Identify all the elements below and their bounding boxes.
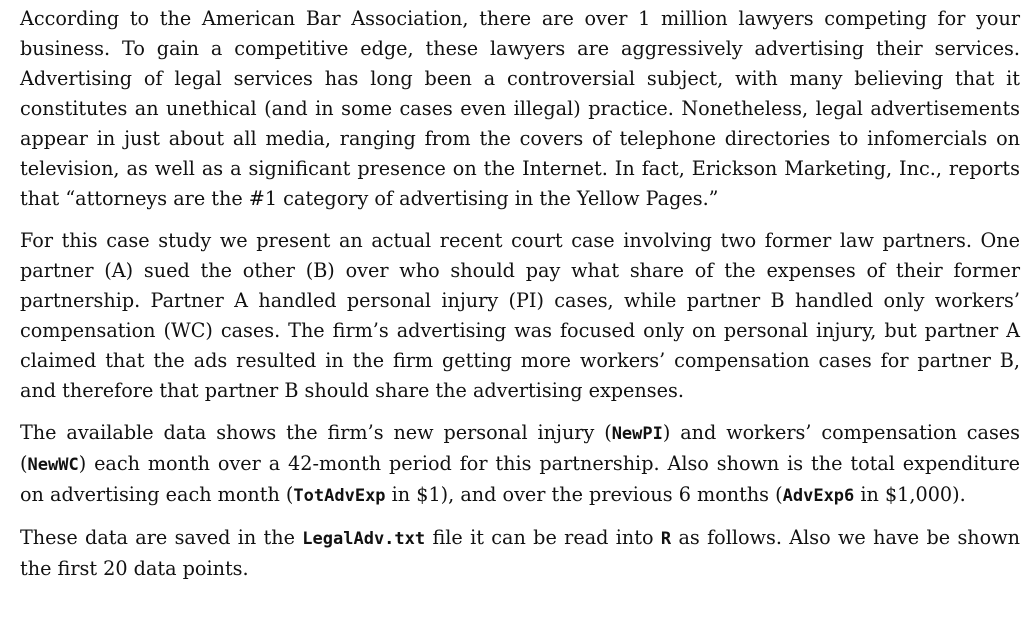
variable-newwc: NewWC	[27, 455, 79, 475]
filename-legaladv: LegalAdv.txt	[302, 529, 426, 549]
text-segment: According to the American Bar Association, there are over 1 million lawyers competing for your business. To gain a competitive edge, these lawyers are aggressively advertising their services. Advertising of legal services has long been a controversial subject, with many believing that it constitutes an unethical (and in some cases even illegal) practice. Nonetheless, legal advertisements appear in just about all media, ranging from the covers of telephone directories to infomercials on television, as well as a significant presence on the Internet. In fact, Erickson Marketing, Inc., reports that “attorneys are the #1 category of advertising in the Yellow Pages.”	[20, 7, 1020, 210]
paragraph-case-study	[20, 226, 1020, 406]
text-segment: as follows. Also we have be shown the first 20 data points.	[20, 526, 1020, 580]
text-segment: These data are saved in the	[20, 526, 303, 549]
variable-newpi: NewPI	[611, 424, 663, 444]
paragraph-data-file	[20, 523, 1020, 584]
variable-totadvexp: TotAdvExp	[293, 486, 386, 506]
paragraph-data-description	[20, 418, 1020, 511]
variable-advexp6: AdvExp6	[782, 486, 855, 506]
text-segment: The available data shows the firm’s new personal injury (	[20, 421, 612, 444]
text-segment: file it can be read into	[425, 526, 661, 549]
language-r: R	[660, 529, 672, 549]
text-segment: in $1,000).	[854, 483, 966, 506]
text-segment: For this case study we present an actual recent court case involving two former law partners. One partner (A) sued the other (B) over who should pay what share of the expenses of their former partnership. Partner A handled personal injury (PI) cases, while partner B handled only workers’ compensation (WC) cases. The firm’s advertising was focused only on personal injury, but partner A claimed that the ads resulted in the firm getting more workers’ compensation cases for partner B, and therefore that partner B should share the advertising expenses.	[20, 229, 1020, 402]
document-body	[20, 4, 1020, 584]
paragraph-intro	[20, 4, 1020, 214]
text-segment: ) each month over a 42-month period for this partnership. Also shown is the total expenditure on advertising each month (	[20, 452, 1020, 506]
text-segment: in $1), and over the previous 6 months (	[385, 483, 783, 506]
text-segment: ) and workers’ compensation cases (	[20, 421, 1020, 475]
